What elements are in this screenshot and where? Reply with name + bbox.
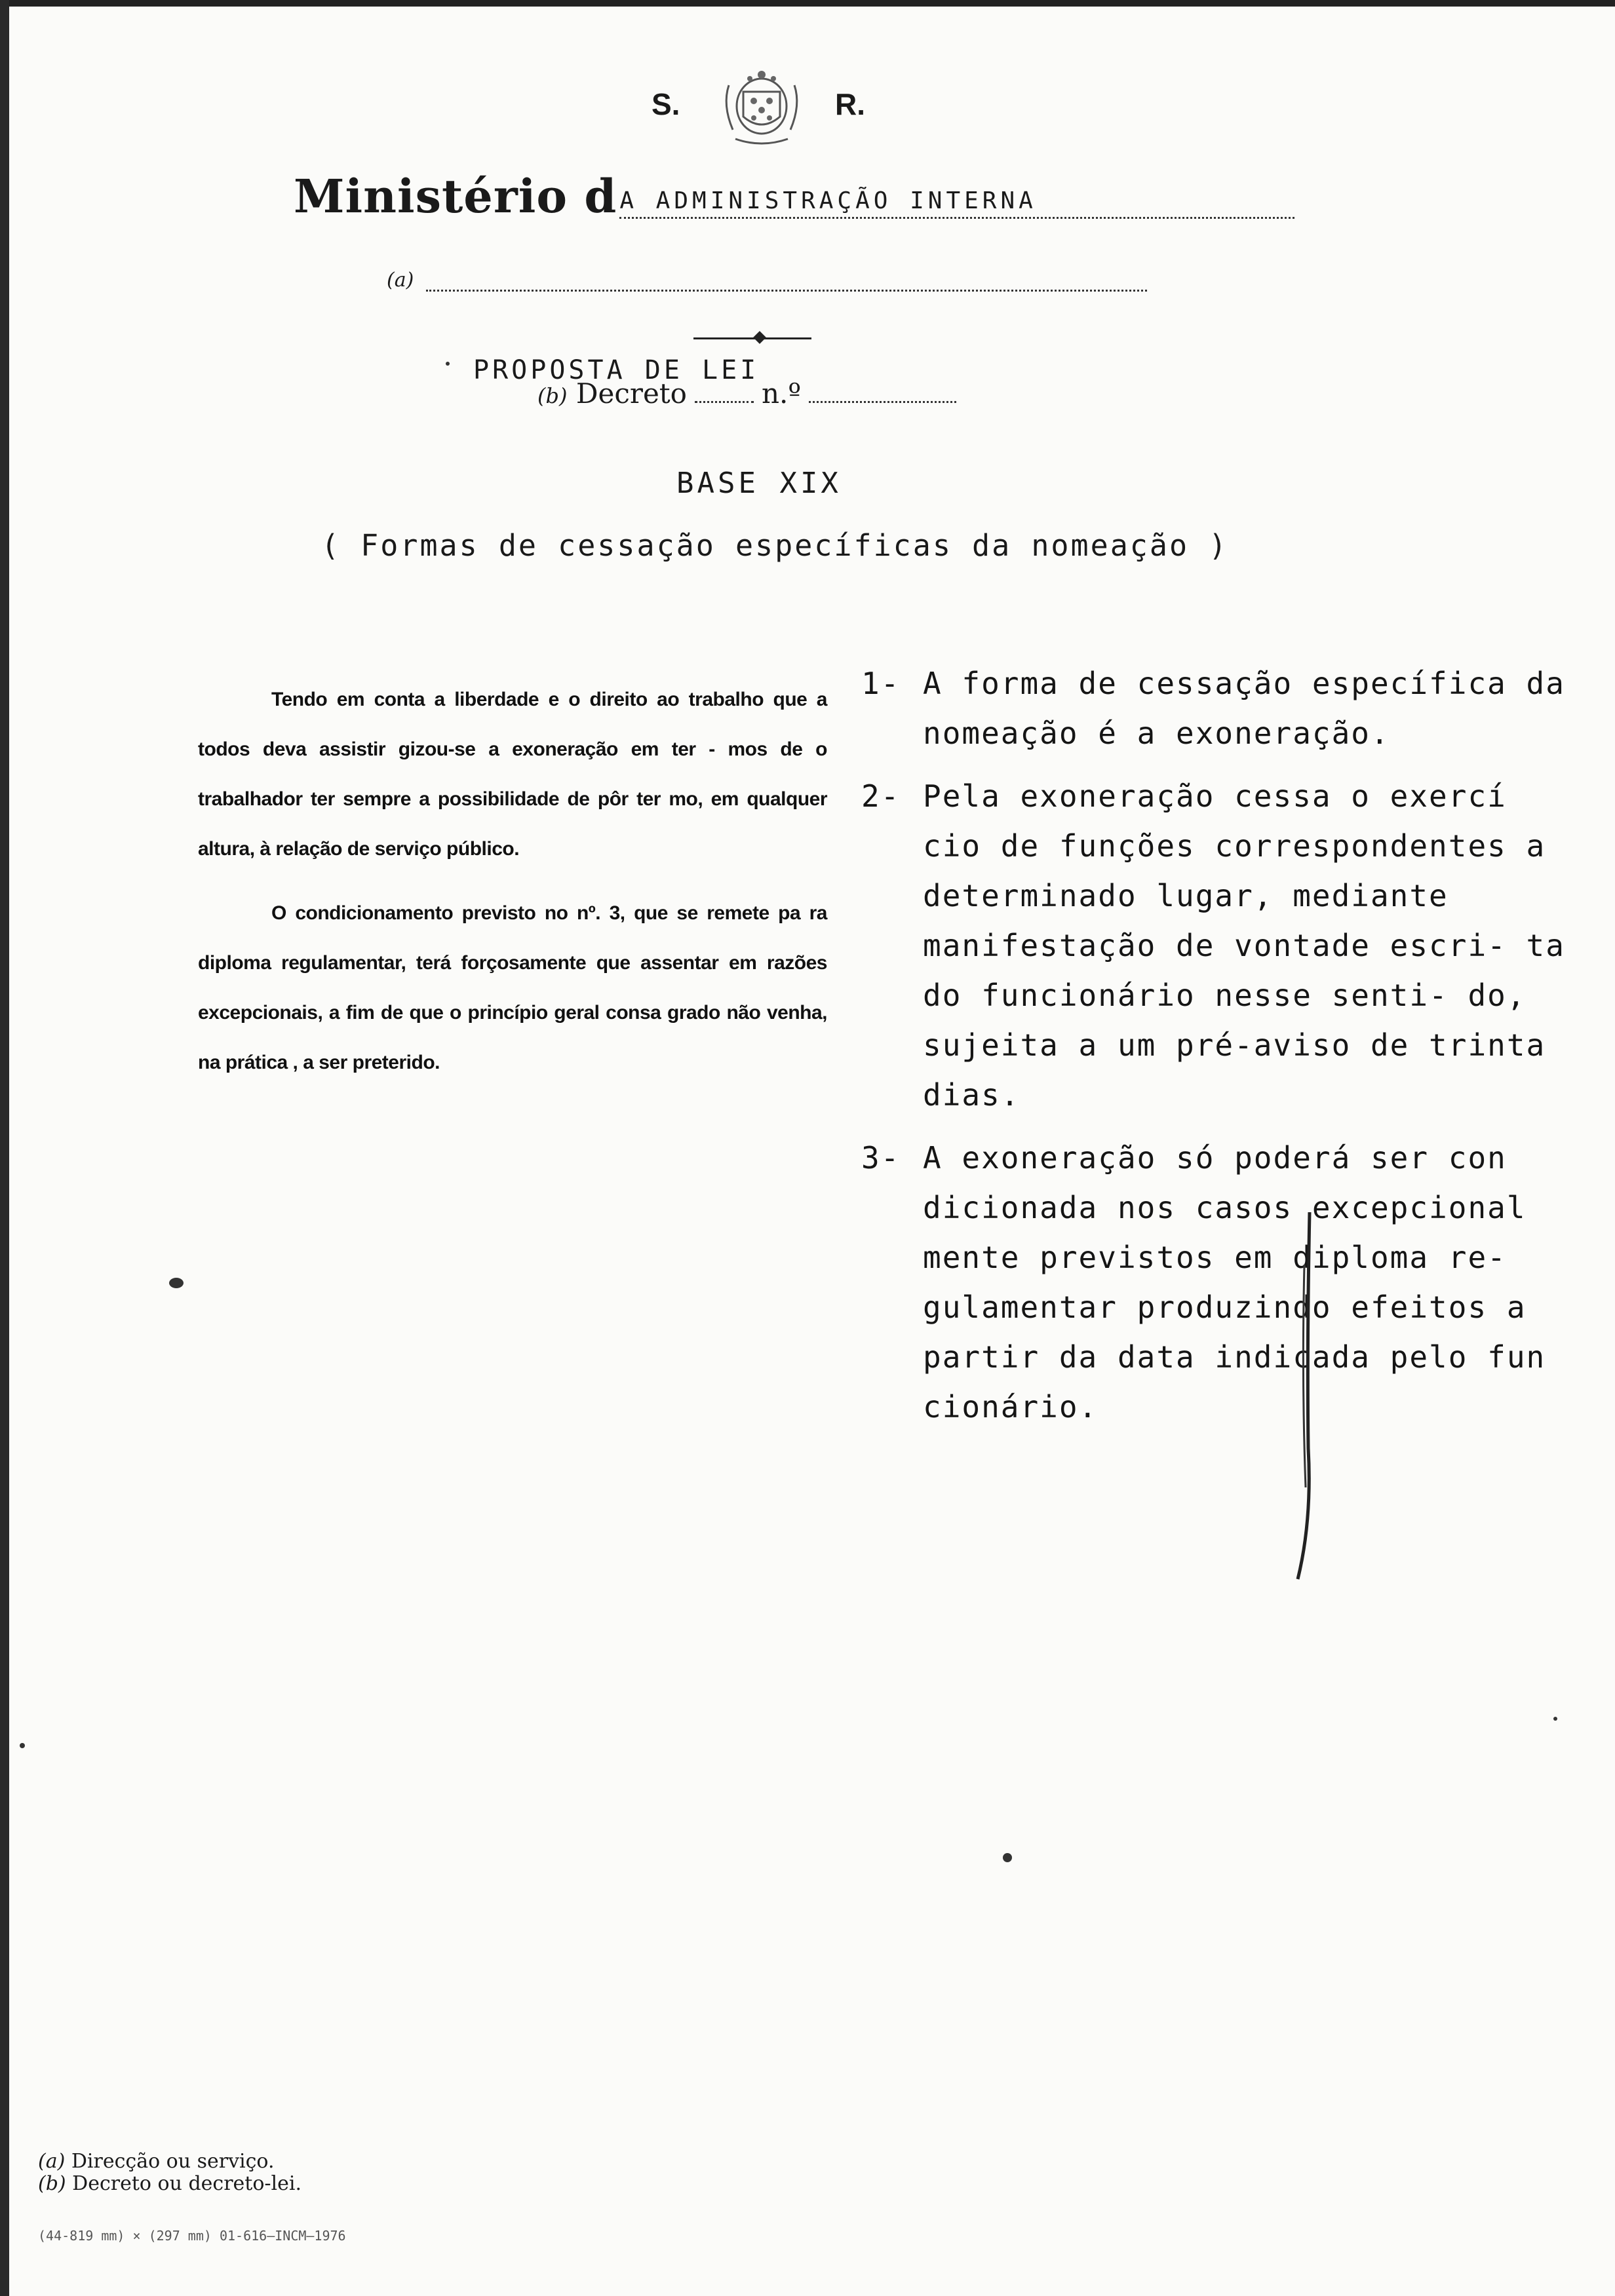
ink-speck bbox=[446, 362, 450, 366]
decree-line bbox=[537, 377, 956, 410]
ministry-label: Ministério d bbox=[294, 169, 617, 223]
article-text: A forma de cessação específica da nomeação é a exoneração. bbox=[923, 666, 1565, 751]
top-edge bbox=[0, 0, 1615, 7]
footnote-text: Direcção ou serviço. bbox=[71, 2150, 275, 2173]
footnote-key: (b) bbox=[38, 2172, 66, 2195]
article-3 bbox=[861, 1133, 1569, 1432]
decree-marker: (b) bbox=[537, 383, 568, 408]
handwritten-mark bbox=[1278, 1212, 1331, 1592]
articles-list bbox=[861, 659, 1569, 1445]
field-a-marker: (a) bbox=[387, 269, 414, 292]
base-title: BASE XIX bbox=[676, 467, 842, 500]
decree-number-label: n.º bbox=[761, 377, 802, 410]
justification-note bbox=[198, 675, 827, 1102]
footnote-a bbox=[38, 2151, 302, 2173]
ministry-line bbox=[294, 169, 1294, 223]
base-subtitle: ( Formas de cessação específicas da nomeação ) bbox=[321, 528, 1229, 563]
proposal-stamp: PROPOSTA DE LEI bbox=[473, 355, 760, 385]
footnote-b bbox=[38, 2173, 302, 2195]
ink-speck bbox=[1003, 1853, 1012, 1862]
note-paragraph-1: Tendo em conta a liberdade e o direito ao trabalho que a todos deva assistir gizou-se a exoneração em ter - mos de o trabalhador ter sempre a possibilidade de pôr ter mo, em qualquer altura, à relação de serviço público. bbox=[198, 689, 827, 860]
divider-diamond bbox=[753, 331, 766, 344]
note-paragraph-2: O condicionamento previsto no nº. 3, que se remete pa ra diploma regulamentar, terá forçosamente que assentar em razões excepcionais, a fim de que o princípio geral consa grado não venha, na prática , a ser preterido. bbox=[198, 902, 827, 1073]
ink-speck bbox=[20, 1743, 25, 1748]
coat-of-arms-icon bbox=[716, 66, 808, 151]
article-number: 1- bbox=[861, 666, 901, 701]
decree-label: Decreto bbox=[575, 377, 687, 410]
field-a-line bbox=[387, 269, 414, 292]
letterhead-left-letter: S. bbox=[652, 87, 680, 121]
print-reference: (44-819 mm) × (297 mm) 01-616—INCM—1976 bbox=[38, 2228, 346, 2244]
article-text: A exoneração só poderá ser con dicionada nos casos excepcional mente previstos em diploma re- gulamentar produzindo efeitos a partir da data indicada pelo fun cionário. bbox=[923, 1140, 1546, 1425]
ink-speck bbox=[1553, 1717, 1557, 1721]
ministry-name: A ADMINISTRAÇÃO INTERNA bbox=[619, 187, 1294, 219]
decree-dots bbox=[695, 401, 754, 403]
footnote-text: Decreto ou decreto-lei. bbox=[72, 2172, 302, 2195]
article-2 bbox=[861, 771, 1569, 1120]
divider-line bbox=[693, 337, 811, 339]
decree-number-dots bbox=[809, 401, 956, 403]
left-edge bbox=[0, 0, 9, 2296]
article-1 bbox=[861, 659, 1569, 758]
article-number: 2- bbox=[861, 778, 901, 814]
footnotes bbox=[38, 2151, 302, 2195]
letterhead-right-letter: R. bbox=[835, 87, 865, 121]
article-number: 3- bbox=[861, 1140, 901, 1176]
footnote-key: (a) bbox=[38, 2150, 66, 2173]
ink-speck bbox=[169, 1278, 184, 1288]
letterhead bbox=[642, 66, 878, 151]
article-text: Pela exoneração cessa o exercí cio de funções correspondentes a determinado lugar, mediante manifestação de vontade escri- ta do funcionário nesse senti- do, sujeita a um pré-aviso de trinta dias. bbox=[923, 778, 1565, 1113]
field-a-dots bbox=[426, 290, 1147, 292]
